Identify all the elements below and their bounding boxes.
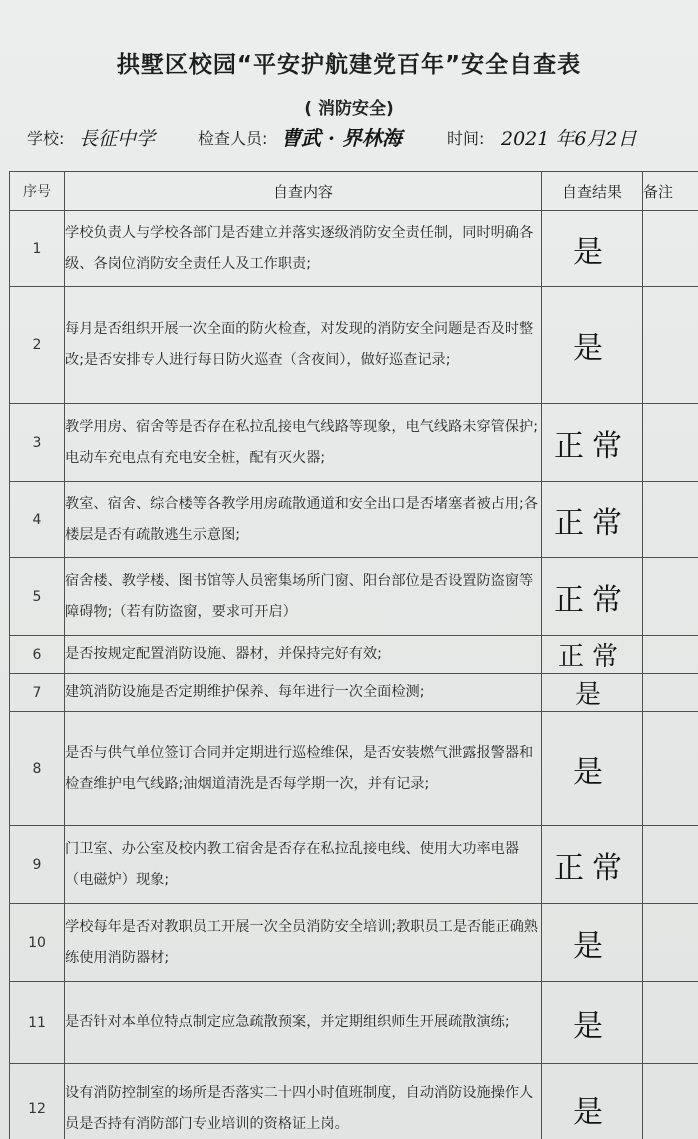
row-content: 学校每年是否对教职员工开展一次全员消防安全培训;教职员工是否能正确熟练使用消防器材; bbox=[65, 904, 542, 982]
table-body bbox=[10, 211, 698, 1139]
row-content: 教室、宿舍、综合楼等各教学用房疏散通道和安全出口是否堵塞者被占用;各楼层是否有疏散逃生示意图; bbox=[65, 482, 542, 558]
row-result: 是 bbox=[542, 904, 643, 982]
row-number: 11 bbox=[10, 982, 65, 1064]
table-row bbox=[10, 404, 698, 482]
row-number: 5 bbox=[10, 558, 65, 636]
header-content: 自查内容 bbox=[65, 172, 542, 211]
row-note bbox=[643, 558, 698, 636]
row-note bbox=[643, 904, 698, 982]
row-content: 门卫室、办公室及校内教工宿舍是否存在私拉乱接电线、使用大功率电器（电磁炉）现象; bbox=[65, 826, 542, 904]
header-no: 序号 bbox=[10, 172, 65, 211]
row-number: 12 bbox=[10, 1064, 65, 1139]
row-result: 正常 bbox=[542, 404, 643, 482]
row-number: 10 bbox=[10, 904, 65, 982]
school-label: 学校: bbox=[27, 129, 65, 148]
inspector-label: 检查人员: bbox=[198, 129, 268, 148]
document-title: 拱墅区校园“平安护航建党百年”安全自查表 bbox=[116, 52, 582, 78]
row-result: 正常 bbox=[542, 826, 643, 904]
school-value: 長征中学 bbox=[79, 128, 156, 150]
row-note bbox=[643, 287, 698, 404]
table-row bbox=[10, 674, 698, 712]
row-note bbox=[643, 826, 698, 904]
header-result: 自查结果 bbox=[542, 172, 643, 211]
table-row bbox=[10, 287, 698, 404]
table-row bbox=[10, 211, 698, 287]
table-row bbox=[10, 1064, 698, 1139]
header-note: 备注 bbox=[643, 172, 698, 211]
row-result: 正常 bbox=[542, 558, 643, 636]
row-content: 教学用房、宿舍等是否存在私拉乱接电气线路等现象，电气线路未穿管保护;电动车充电点有充电安全桩，配有灭火器; bbox=[65, 404, 542, 482]
table-row bbox=[10, 904, 698, 982]
row-number: 8 bbox=[10, 712, 65, 826]
table-row bbox=[10, 826, 698, 904]
row-result: 是 bbox=[542, 712, 643, 826]
row-number: 4 bbox=[10, 482, 65, 558]
row-note bbox=[643, 211, 698, 287]
row-result: 是 bbox=[542, 674, 643, 712]
row-note bbox=[643, 982, 698, 1064]
row-content: 宿舍楼、教学楼、图书馆等人员密集场所门窗、阳台部位是否设置防盗窗等障碍物;（若有防盗窗，要求可开启） bbox=[65, 558, 542, 636]
row-number: 3 bbox=[10, 404, 65, 482]
document-subtitle: ( 消防安全) bbox=[304, 99, 394, 119]
row-content: 是否与供气单位签订合同并定期进行巡检维保，是否安装燃气泄露报警器和检查维护电气线路;油烟道清洗是否每学期一次，并有记录; bbox=[65, 712, 542, 826]
row-result: 正常 bbox=[542, 636, 643, 674]
table-row bbox=[10, 712, 698, 826]
info-line bbox=[27, 126, 698, 156]
row-number: 9 bbox=[10, 826, 65, 904]
checklist-table bbox=[9, 171, 698, 1139]
row-number: 6 bbox=[10, 636, 65, 674]
row-result: 是 bbox=[542, 982, 643, 1064]
row-note bbox=[643, 674, 698, 712]
row-note bbox=[643, 482, 698, 558]
row-note bbox=[643, 636, 698, 674]
row-content: 每月是否组织开展一次全面的防火检查，对发现的消防安全问题是否及时整改;是否安排专人进行每日防火巡查（含夜间），做好巡查记录; bbox=[65, 287, 542, 404]
row-content: 建筑消防设施是否定期维护保养、每年进行一次全面检测; bbox=[65, 674, 542, 712]
row-result: 是 bbox=[542, 1064, 643, 1139]
inspector-value: 曹武 · 界林海 bbox=[281, 126, 402, 150]
table-row bbox=[10, 558, 698, 636]
date-label: 时间: bbox=[447, 129, 485, 148]
table-row bbox=[10, 636, 698, 674]
row-note bbox=[643, 712, 698, 826]
row-number: 1 bbox=[10, 211, 65, 287]
table-header-row bbox=[10, 172, 698, 211]
row-note bbox=[643, 404, 698, 482]
row-result: 是 bbox=[542, 211, 643, 287]
table-row bbox=[10, 482, 698, 558]
row-content: 是否按规定配置消防设施、器材，并保持完好有效; bbox=[65, 636, 542, 674]
row-result: 是 bbox=[542, 287, 643, 404]
row-result: 正常 bbox=[542, 482, 643, 558]
date-value: 2021 年6月2日 bbox=[501, 128, 637, 150]
row-content: 设有消防控制室的场所是否落实二十四小时值班制度，自动消防设施操作人员是否持有消防部门专业培训的资格证上岗。 bbox=[65, 1064, 542, 1139]
row-number: 7 bbox=[10, 674, 65, 712]
row-number: 2 bbox=[10, 287, 65, 404]
table-row bbox=[10, 982, 698, 1064]
row-content: 是否针对本单位特点制定应急疏散预案，并定期组织师生开展疏散演练; bbox=[65, 982, 542, 1064]
row-content: 学校负责人与学校各部门是否建立并落实逐级消防安全责任制，同时明确各级、各岗位消防安全责任人及工作职责; bbox=[65, 211, 542, 287]
row-note bbox=[643, 1064, 698, 1139]
